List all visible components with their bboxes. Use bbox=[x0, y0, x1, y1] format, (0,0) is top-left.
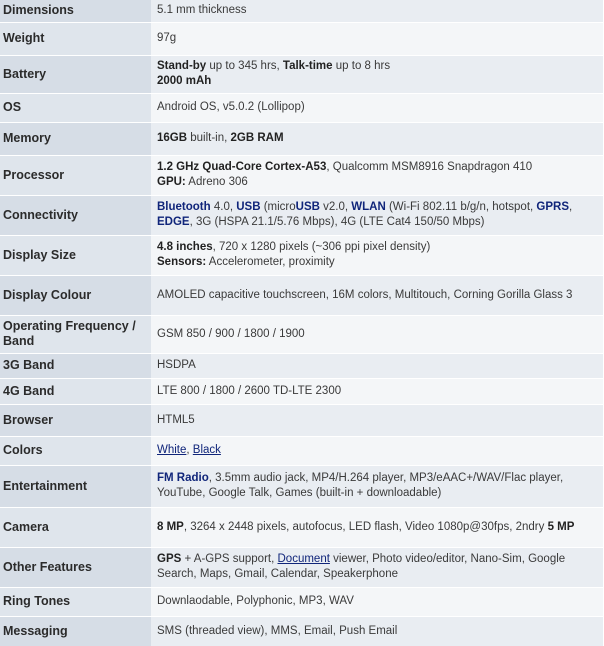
spec-label: Other Features bbox=[0, 547, 151, 587]
text: up to 8 hrs bbox=[332, 60, 391, 72]
link-black[interactable]: Black bbox=[192, 444, 221, 456]
spec-value bbox=[151, 616, 603, 646]
text: Android OS, v5.0.2 (Lollipop) bbox=[157, 101, 305, 113]
spec-value bbox=[151, 93, 603, 122]
text: Accelerometer, proximity bbox=[206, 256, 335, 268]
keyword-text: USB bbox=[295, 201, 320, 213]
text: Adreno 306 bbox=[185, 176, 248, 188]
bold-text: GPS bbox=[157, 553, 182, 565]
spec-value bbox=[151, 315, 603, 353]
spec-row-connectivity bbox=[0, 195, 603, 235]
spec-label: Display Size bbox=[0, 235, 151, 275]
spec-value-line bbox=[157, 131, 603, 146]
spec-value-line bbox=[157, 240, 603, 255]
spec-value-line bbox=[157, 59, 603, 74]
spec-value-line bbox=[157, 413, 603, 428]
bold-text: GPU: bbox=[157, 176, 186, 188]
spec-value bbox=[151, 195, 603, 235]
spec-value bbox=[151, 378, 603, 404]
text: built-in, bbox=[187, 132, 231, 144]
spec-value-line bbox=[157, 327, 603, 342]
spec-row-operating-frequency-band bbox=[0, 315, 603, 353]
spec-value bbox=[151, 465, 603, 507]
spec-value bbox=[151, 404, 603, 436]
text: , 3264 x 2448 pixels, autofocus, LED flash, Video 1080p@30fps, 2ndry bbox=[183, 520, 548, 533]
text: HSDPA bbox=[157, 359, 196, 371]
bold-text: 8 MP bbox=[157, 520, 184, 533]
spec-value-line bbox=[157, 384, 603, 399]
spec-value-line bbox=[157, 215, 603, 230]
spec-row-3g-band bbox=[0, 353, 603, 378]
spec-value-line bbox=[157, 471, 603, 486]
spec-row-display-colour bbox=[0, 275, 603, 315]
spec-value-line bbox=[157, 288, 603, 303]
spec-row-weight bbox=[0, 22, 603, 55]
spec-row-colors bbox=[0, 436, 603, 465]
text: + A-GPS support, bbox=[181, 553, 278, 565]
text: up to 345 hrs, bbox=[206, 60, 283, 72]
bold-text: 16GB bbox=[157, 132, 188, 144]
spec-value bbox=[151, 436, 603, 465]
text: , 720 x 1280 pixels (~306 ppi pixel density) bbox=[212, 241, 431, 253]
spec-label: Memory bbox=[0, 122, 151, 155]
text: , bbox=[569, 201, 573, 213]
keyword-text: FM Radio bbox=[157, 472, 209, 484]
text: (Wi-Fi 802.11 b/g/n, hotspot, bbox=[385, 201, 537, 213]
spec-value bbox=[151, 547, 603, 587]
spec-value bbox=[151, 0, 603, 22]
spec-label: 3G Band bbox=[0, 353, 151, 378]
spec-label: Camera bbox=[0, 507, 151, 547]
spec-row-dimensions bbox=[0, 0, 603, 22]
spec-row-ring-tones bbox=[0, 587, 603, 616]
spec-value bbox=[151, 353, 603, 378]
text: LTE 800 / 1800 / 2600 TD-LTE 2300 bbox=[157, 384, 342, 397]
spec-label: Display Colour bbox=[0, 275, 151, 315]
bold-text: Talk-time bbox=[282, 60, 333, 72]
spec-value bbox=[151, 122, 603, 155]
spec-value-line bbox=[157, 358, 603, 373]
bold-text: 2GB RAM bbox=[230, 132, 284, 144]
text: (micro bbox=[260, 201, 296, 213]
text: 97g bbox=[157, 32, 177, 44]
spec-value-line bbox=[157, 624, 603, 639]
spec-row-messaging bbox=[0, 616, 603, 646]
spec-row-camera bbox=[0, 507, 603, 547]
spec-value-line bbox=[157, 31, 603, 46]
bold-text: Stand-by bbox=[157, 60, 207, 72]
spec-label: Browser bbox=[0, 404, 151, 436]
spec-value-line bbox=[157, 255, 603, 270]
bold-text: 2000 mAh bbox=[157, 75, 212, 87]
spec-value-line bbox=[157, 74, 603, 89]
spec-value bbox=[151, 275, 603, 315]
spec-value-line bbox=[157, 175, 603, 190]
spec-value-line bbox=[157, 552, 603, 567]
spec-label: Entertainment bbox=[0, 465, 151, 507]
bold-text: 5 MP bbox=[547, 520, 575, 533]
spec-row-memory bbox=[0, 122, 603, 155]
text: , 3.5mm audio jack, MP4/H.264 player, MP3/eAAC+/WAV/Flac player, bbox=[208, 472, 564, 484]
spec-value-line bbox=[157, 200, 603, 215]
spec-label: Dimensions bbox=[0, 0, 151, 22]
text: GSM 850 / 900 / 1800 / 1900 bbox=[157, 327, 305, 340]
spec-label: Battery bbox=[0, 55, 151, 93]
spec-value bbox=[151, 507, 603, 547]
spec-label: Weight bbox=[0, 22, 151, 55]
bold-text: 4.8 inches bbox=[157, 241, 213, 253]
spec-value bbox=[151, 587, 603, 616]
text: AMOLED capacitive touchscreen, 16M colors, Multitouch, Corning Gorilla Glass 3 bbox=[157, 288, 573, 301]
text: v2.0, bbox=[319, 201, 352, 213]
text: Search, Maps, Gmail, Calendar, Speakerphone bbox=[157, 568, 398, 580]
spec-row-entertainment bbox=[0, 465, 603, 507]
text: 4.0, bbox=[210, 201, 237, 213]
spec-label: Connectivity bbox=[0, 195, 151, 235]
spec-value-line bbox=[157, 443, 603, 458]
spec-value-line bbox=[157, 3, 603, 18]
spec-value-line bbox=[157, 100, 603, 115]
keyword-text: EDGE bbox=[157, 216, 190, 228]
spec-label: Processor bbox=[0, 155, 151, 195]
spec-label: Colors bbox=[0, 436, 151, 465]
text: Downlaodable, Polyphonic, MP3, WAV bbox=[157, 595, 354, 607]
text: , 3G (HSPA 21.1/5.76 Mbps), 4G (LTE Cat4 150/50 Mbps) bbox=[189, 216, 485, 228]
spec-value bbox=[151, 22, 603, 55]
spec-row-display-size bbox=[0, 235, 603, 275]
link-white[interactable]: White bbox=[157, 444, 187, 456]
spec-row-browser bbox=[0, 404, 603, 436]
keyword-text: GPRS bbox=[536, 201, 569, 213]
spec-row-processor bbox=[0, 155, 603, 195]
spec-value bbox=[151, 155, 603, 195]
text: HTML5 bbox=[157, 413, 195, 426]
spec-value-line bbox=[157, 486, 603, 501]
bold-text: Sensors: bbox=[157, 256, 207, 268]
text: , bbox=[186, 444, 193, 456]
link-document[interactable]: Document bbox=[277, 553, 330, 565]
spec-value-line bbox=[157, 520, 603, 535]
text: SMS (threaded view), MMS, Email, Push Email bbox=[157, 624, 398, 637]
spec-label: Operating Frequency / Band bbox=[0, 315, 151, 353]
spec-label: 4G Band bbox=[0, 378, 151, 404]
text: , Qualcomm MSM8916 Snapdragon 410 bbox=[326, 161, 533, 173]
spec-label: Messaging bbox=[0, 616, 151, 646]
bold-text: 1.2 GHz Quad-Core Cortex-A53 bbox=[157, 161, 327, 173]
spec-label: OS bbox=[0, 93, 151, 122]
spec-value bbox=[151, 55, 603, 93]
text: viewer, Photo video/editor, Nano-Sim, Google bbox=[329, 553, 566, 565]
spec-value-line bbox=[157, 567, 603, 582]
text: 5.1 mm thickness bbox=[157, 4, 247, 17]
spec-value bbox=[151, 235, 603, 275]
spec-value-line bbox=[157, 594, 603, 609]
keyword-text: USB bbox=[236, 201, 261, 213]
text: YouTube, Google Talk, Games (built-in + downloadable) bbox=[157, 487, 442, 499]
spec-label: Ring Tones bbox=[0, 587, 151, 616]
spec-row-battery bbox=[0, 55, 603, 93]
spec-value-line bbox=[157, 160, 603, 175]
keyword-text: WLAN bbox=[351, 201, 386, 213]
spec-row-os bbox=[0, 93, 603, 122]
spec-row-4g-band bbox=[0, 378, 603, 404]
keyword-text: Bluetooth bbox=[157, 201, 211, 213]
spec-row-other-features bbox=[0, 547, 603, 587]
